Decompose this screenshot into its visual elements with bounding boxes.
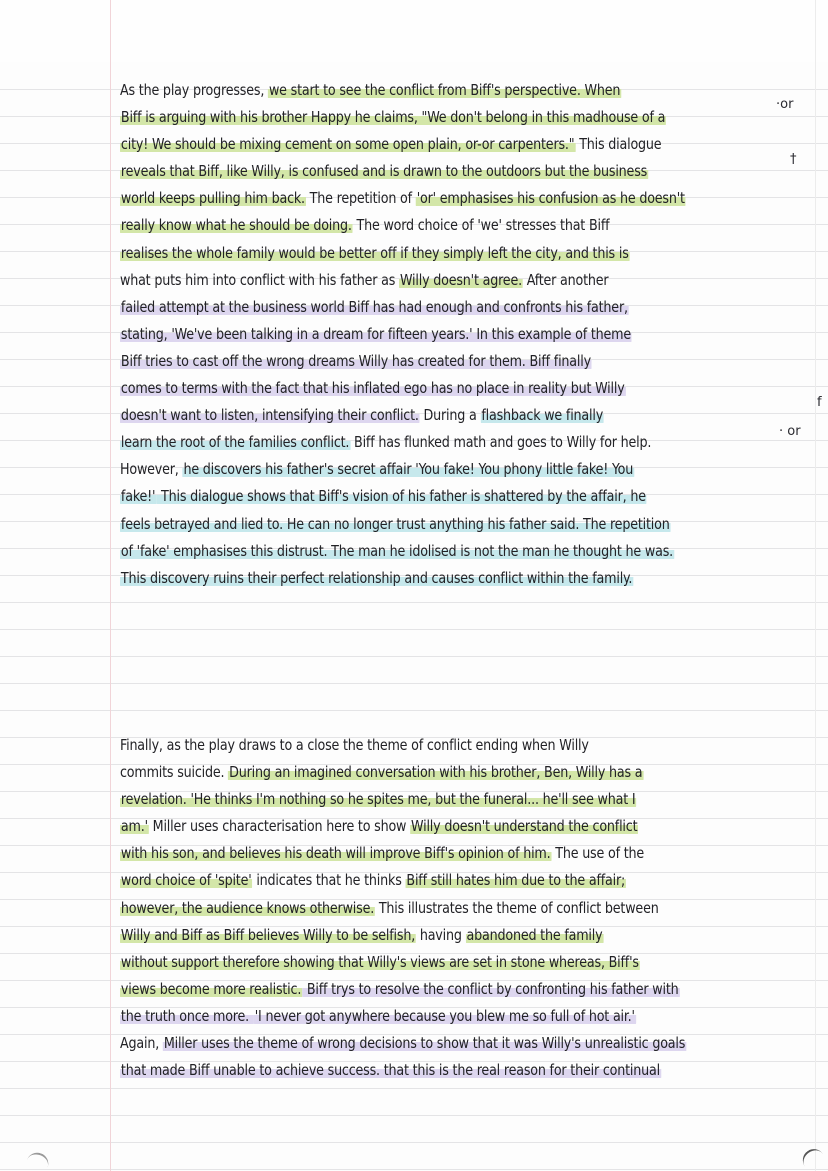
text-line [120, 131, 762, 158]
page-edge [815, 0, 816, 1171]
text-line [120, 375, 762, 402]
plain-text: what puts him into conflict with his father as [120, 270, 400, 289]
essay-paragraph-1 [120, 77, 810, 592]
highlighted-text: 'or' emphasises his confusion as he doesn't [416, 189, 685, 208]
text-line [120, 185, 762, 212]
text-line [120, 1030, 762, 1057]
text-line [120, 511, 762, 538]
text-line [120, 294, 762, 321]
text-line [120, 1057, 762, 1084]
highlighted-text: comes to terms with the fact that his inflated ego has no place in reality but Willy [120, 379, 625, 398]
plain-text: Miller uses characterisation here to show [148, 817, 411, 836]
plain-text: having [415, 925, 466, 944]
highlighted-text: with his son, and believes his death will improve Biff's opinion of him. [120, 844, 551, 863]
plain-text: indicates that he thinks [252, 871, 406, 890]
text-line [120, 759, 762, 786]
text-line [120, 1003, 762, 1030]
highlighted-text: revelation. 'He thinks I'm nothing so he spites me, but the funeral... he'll see what I [120, 790, 636, 809]
highlighted-text: Biff trys to resolve the conflict by confronting his father with [303, 979, 679, 998]
text-line [120, 348, 762, 375]
highlighted-text: Miller uses the theme of wrong decisions to show that it was Willy's unrealistic goals [163, 1034, 686, 1053]
highlighted-text: however, the audience knows otherwise. [120, 898, 375, 917]
highlighted-text: the truth once more. [120, 1006, 253, 1025]
highlighted-text: views become more realistic. [120, 979, 302, 998]
plain-text: As the play progresses, [120, 81, 269, 99]
text-line [120, 104, 762, 131]
paper-header-area [0, 0, 828, 62]
highlighted-text: am.' [120, 817, 148, 836]
plain-text: This dialogue [575, 135, 662, 154]
highlighted-text: really know what he should be doing. [120, 216, 352, 235]
highlighted-text: Biff still hates him due to the affair; [406, 871, 626, 890]
text-line [120, 786, 762, 813]
text-line [120, 321, 762, 348]
highlighted-text: Willy and Biff as Biff believes Willy to be selfish, [120, 925, 416, 944]
text-line [120, 456, 762, 483]
highlighted-text: world keeps pulling him back. [120, 189, 305, 208]
highlighted-text: learn the root of the families conflict. [120, 433, 350, 452]
plain-text: commits suicide. [120, 763, 229, 782]
text-line [120, 732, 762, 759]
text-line [120, 813, 762, 840]
highlighted-text: 'I never got anywhere because you blew me so full of hot air.' [254, 1006, 635, 1025]
text-line [120, 429, 762, 456]
plain-text: The word choice of 'we' stresses that Biff [352, 216, 610, 235]
plain-text: Again, [120, 1034, 163, 1053]
text-line [120, 483, 762, 510]
margin-note: · or [779, 424, 801, 439]
plain-text: The use of the [551, 844, 644, 863]
plain-text: After another [522, 270, 609, 289]
text-line [120, 240, 762, 267]
margin-note: ·or [776, 97, 794, 112]
highlighted-text: failed attempt at the business world Biff has had enough and confronts his father, [120, 297, 628, 316]
highlighted-text: During an imagined conversation with his brother, Ben, Willy has a [229, 763, 643, 782]
text-line [120, 565, 762, 592]
highlighted-text: Biff is arguing with his brother Happy he claims, "We don't belong in this madhouse of a [120, 108, 666, 127]
text-line [120, 976, 762, 1003]
plain-text: Finally, as the play draws to a close the theme of conflict ending when Willy [120, 736, 589, 754]
highlighted-text: he discovers his father's secret affair 'You fake! You phony little fake! You [183, 460, 634, 479]
highlighted-text: realises the whole family would be better off if they simply left the city, and this is [120, 243, 629, 262]
highlighted-text: flashback we finally [481, 406, 604, 425]
text-line [120, 212, 762, 239]
highlighted-text: we start to see the conflict from Biff's perspective. When [268, 81, 621, 99]
margin-note: † [790, 152, 797, 167]
highlighted-text: without support therefore showing that Willy's views are set in stone whereas, Biff's [120, 952, 639, 971]
highlighted-text: word choice of 'spite' [120, 871, 252, 890]
highlighted-text: doesn't want to listen, intensifying their conflict. [120, 406, 419, 425]
text-line [120, 949, 762, 976]
text-line [120, 538, 762, 565]
highlighted-text: city! We should be mixing cement on some open plain, or-or carpenters." [120, 135, 575, 154]
text-line [120, 158, 762, 185]
text-line [120, 267, 762, 294]
highlighted-text: that made Biff unable to achieve success. that this is the real reason for their continual [120, 1061, 660, 1080]
plain-text: However, [120, 460, 183, 479]
text-line [120, 402, 762, 429]
highlighted-text: feels betrayed and lied to. He can no longer trust anything his father said. The repetition [120, 514, 670, 533]
highlighted-text: This discovery ruins their perfect relationship and causes conflict within the family. [120, 568, 633, 587]
highlighted-text: Willy doesn't understand the conflict [411, 817, 638, 836]
highlighted-text: fake!' [120, 487, 156, 506]
margin-note: f [817, 395, 822, 410]
plain-text: Biff has flunked math and goes to Willy for help. [350, 433, 652, 452]
highlighted-text: reveals that Biff, like Willy, is confused and is drawn to the outdoors but the business [120, 162, 648, 181]
highlighted-text: Biff tries to cast off the wrong dreams Willy has created for them. Biff finally [120, 351, 591, 370]
highlighted-text: abandoned the family [466, 925, 603, 944]
essay-paragraph-2 [120, 732, 810, 1084]
plain-text: During a [419, 406, 481, 425]
text-line [120, 77, 762, 104]
text-line [120, 895, 762, 922]
highlighted-text: stating, 'We've been talking in a dream for fifteen years.' In this example of theme [120, 324, 631, 343]
text-line [120, 922, 762, 949]
highlighted-text: This dialogue shows that Biff's vision of his father is shattered by the affair, he [157, 487, 646, 506]
margin-line [110, 0, 111, 1171]
highlighted-text: Willy doesn't agree. [399, 270, 522, 289]
plain-text: This illustrates the theme of conflict between [375, 898, 659, 917]
highlighted-text: of 'fake' emphasises this distrust. The man he idolised is not the man he thought he was. [120, 541, 673, 560]
text-line [120, 867, 762, 894]
text-line [120, 840, 762, 867]
plain-text: The repetition of [305, 189, 416, 208]
